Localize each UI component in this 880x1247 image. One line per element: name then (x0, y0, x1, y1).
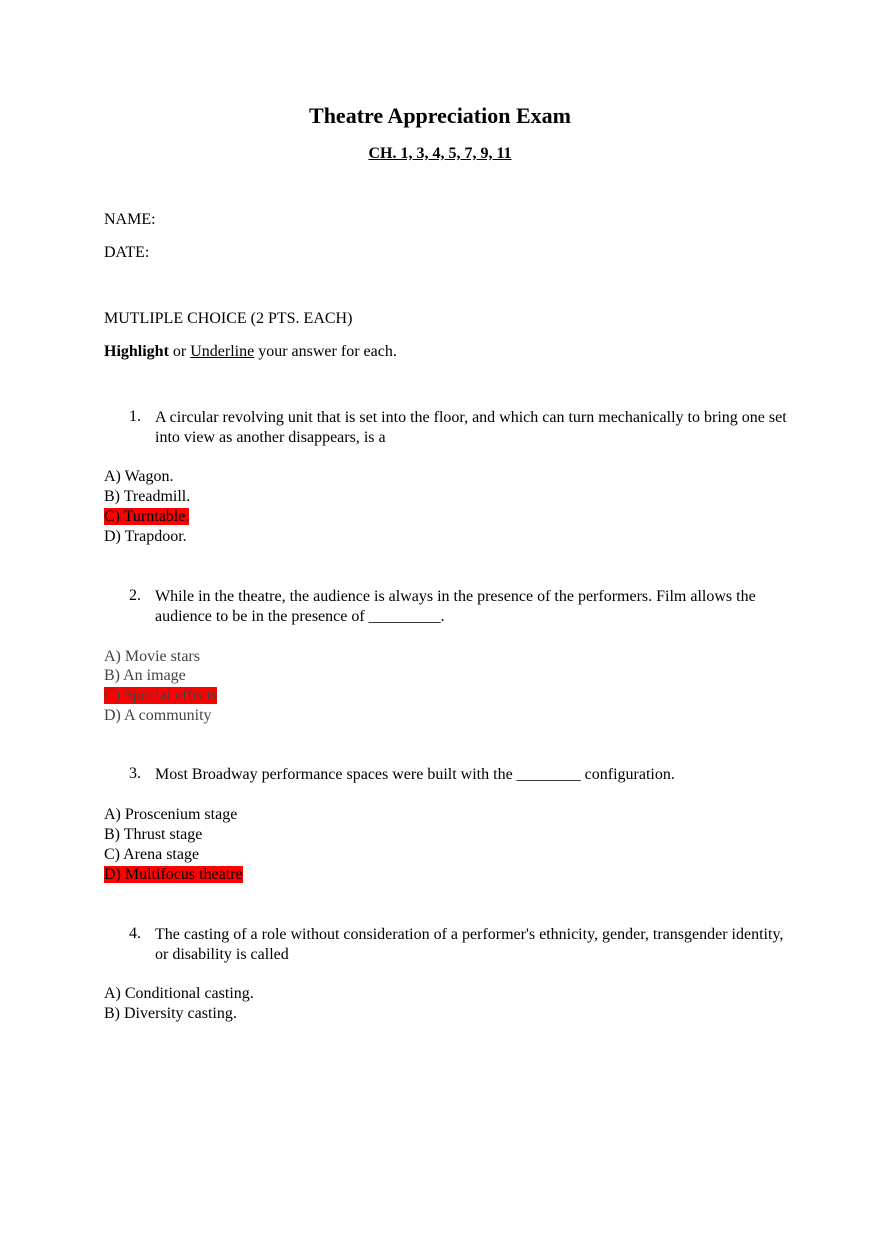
q1-option-a[interactable]: A) Wagon. (104, 468, 174, 485)
name-label: NAME: (104, 211, 156, 228)
q3-option-d-row (104, 865, 243, 885)
q1-option-c-highlighted[interactable]: C) Turntable. (104, 508, 190, 525)
q2-option-b[interactable]: B) An image (104, 667, 186, 684)
q1-option-c-row (104, 507, 189, 527)
q4-option-a[interactable]: A) Conditional casting. (104, 985, 254, 1002)
instr-or: or (168, 343, 191, 360)
q3-option-d-highlighted[interactable]: D) Multifocus theatre (104, 866, 243, 883)
q3-option-b[interactable]: B) Thrust stage (104, 826, 203, 843)
q1-option-d[interactable]: D) Trapdoor. (104, 528, 187, 545)
question-2-number: 2. (129, 587, 141, 604)
instructions (104, 343, 397, 361)
question-3-number: 3. (129, 765, 141, 782)
section-heading: MUTLIPLE CHOICE (2 PTS. EACH) (104, 310, 353, 327)
q3-option-c[interactable]: C) Arena stage (104, 846, 200, 863)
chapters-subtitle: CH. 1, 3, 4, 5, 7, 9, 11 (368, 145, 512, 162)
q2-option-c-row (104, 686, 217, 706)
q3-option-a[interactable]: A) Proscenium stage (104, 806, 238, 823)
question-3-text: Most Broadway performance spaces were built with the ________ configuration. (155, 766, 675, 783)
question-4-text: The casting of a role without consideration of a performer's ethnicity, gender, transgender identity, or disability is called (155, 926, 784, 963)
instr-highlight-word: Highlight (104, 343, 169, 360)
q2-option-a[interactable]: A) Movie stars (104, 648, 200, 665)
date-label: DATE: (104, 244, 150, 261)
instr-rest: your answer for each. (254, 343, 397, 360)
question-2-text: While in the theatre, the audience is always in the presence of the performers. Film allows the audience to be in the presence of _________. (155, 588, 756, 625)
instr-underline-word: Underline (190, 343, 255, 360)
question-4-number: 4. (129, 925, 141, 942)
q1-option-b[interactable]: B) Treadmill. (104, 488, 191, 505)
question-1-number: 1. (129, 408, 141, 425)
question-1-text: A circular revolving unit that is set into the floor, and which can turn mechanically to bring one set into view as another disappears, is a (155, 409, 787, 446)
q2-option-d[interactable]: D) A community (104, 707, 212, 724)
page-title: Theatre Appreciation Exam (309, 103, 571, 128)
q4-option-b[interactable]: B) Diversity casting. (104, 1005, 237, 1022)
q2-option-c-highlighted[interactable]: C) Special effects (104, 687, 218, 704)
